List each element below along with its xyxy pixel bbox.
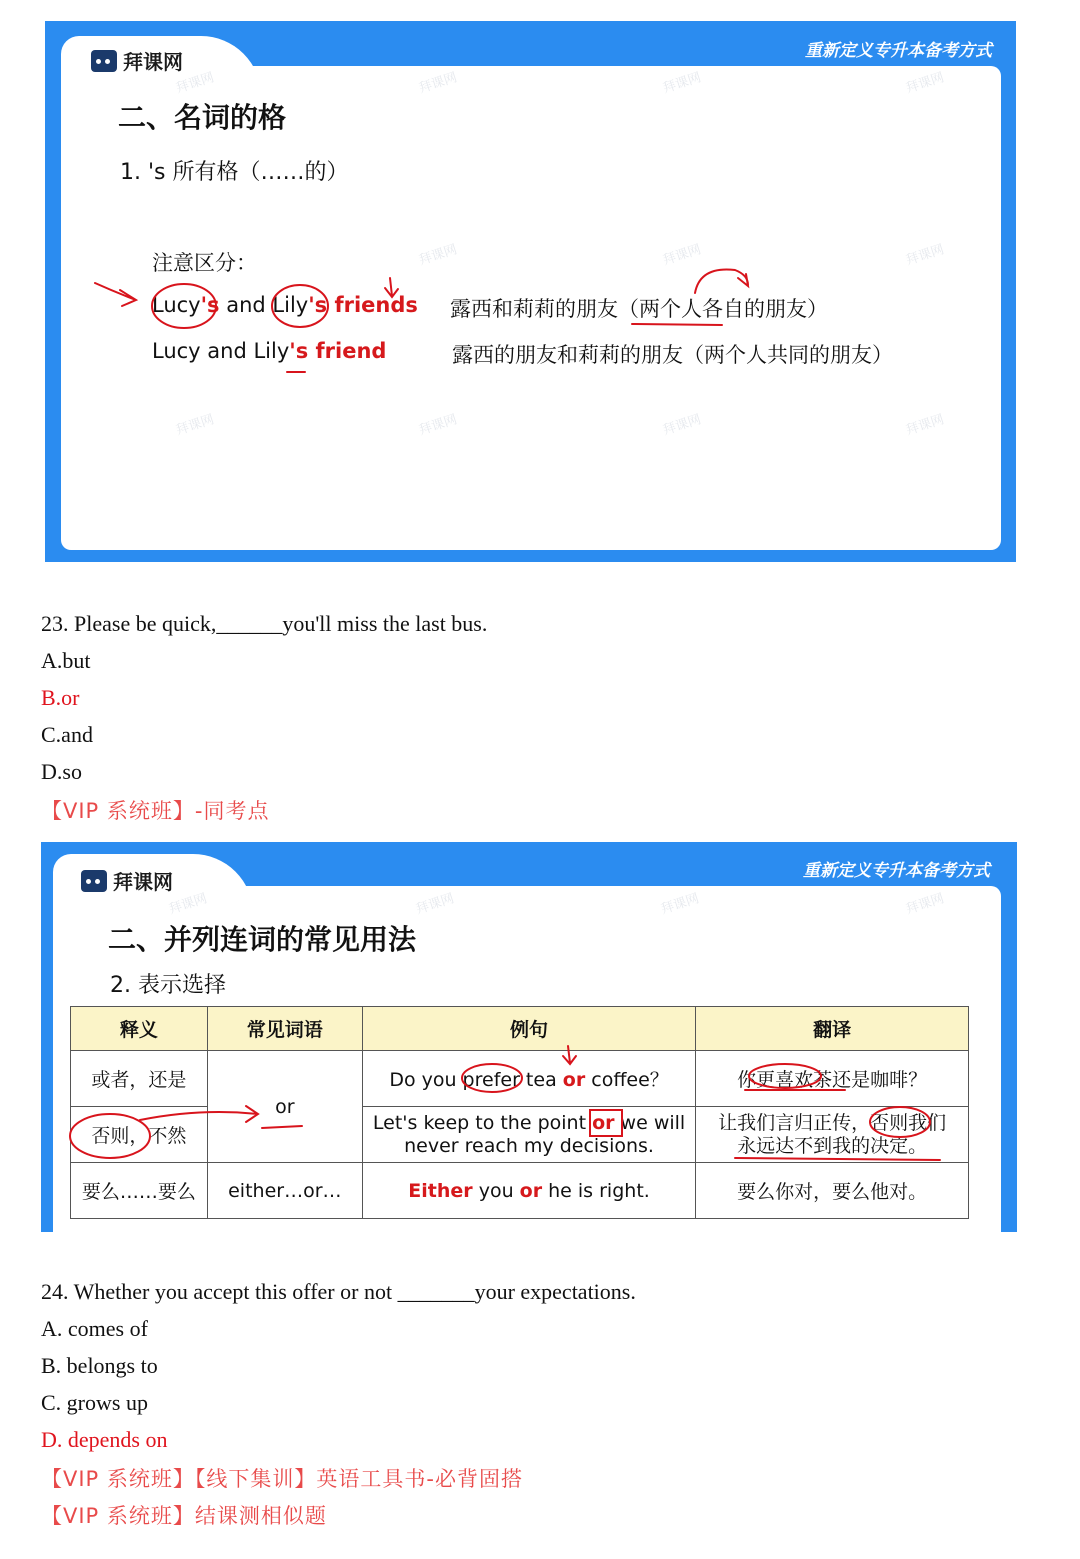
table-cell-example xyxy=(362,1051,696,1107)
q23-stem: 23. Please be quick,______you'll miss the last bus. xyxy=(41,611,488,636)
slide-1-slogan: 重新定义专升本备考方式 xyxy=(805,41,992,61)
table-cell-meaning: 或者，还是 xyxy=(71,1051,208,1107)
highlight-word: or xyxy=(592,1111,615,1134)
q23-vip-link[interactable]: 【VIP 系统班】-同考点 xyxy=(41,799,270,823)
watermark: 拜课网 xyxy=(167,891,209,918)
slide-2-logo xyxy=(81,866,173,895)
possessive-mark: 's xyxy=(308,293,328,317)
logo-icon xyxy=(91,50,117,72)
watermark: 拜课网 xyxy=(417,412,459,439)
table-cell-example xyxy=(362,1107,696,1163)
watermark: 拜课网 xyxy=(661,412,703,439)
table-cell-meaning: 要么……要么 xyxy=(71,1163,208,1219)
table-header: 常见词语 xyxy=(207,1007,362,1051)
example-row-2-translation: 露西的朋友和莉莉的朋友（两个人共同的朋友） xyxy=(452,343,893,367)
logo-icon xyxy=(81,870,107,892)
example-word: Lucy and Lily xyxy=(152,339,290,363)
watermark: 拜课网 xyxy=(174,70,216,97)
slide-1-logo xyxy=(91,46,183,75)
slide-1-subheading: 1. 's 所有格（……的） xyxy=(120,160,349,185)
table-row xyxy=(71,1163,969,1219)
table-cell-meaning: 否则，不然 xyxy=(71,1107,208,1163)
table-header: 翻译 xyxy=(696,1007,969,1051)
possessive-mark: 's xyxy=(200,293,220,317)
watermark: 拜课网 xyxy=(661,70,703,97)
watermark: 拜课网 xyxy=(904,891,946,918)
example-row-1 xyxy=(152,293,418,317)
table-cell-word: or xyxy=(207,1051,362,1163)
example-word: and Lily xyxy=(219,293,309,317)
watermark: 拜课网 xyxy=(904,242,946,269)
q23-option-c: C.and xyxy=(41,722,93,747)
logo-text: 拜课网 xyxy=(123,50,183,74)
slide-2-slogan: 重新定义专升本备考方式 xyxy=(803,861,990,881)
watermark: 拜课网 xyxy=(659,891,701,918)
example-row-2 xyxy=(152,339,386,363)
slide-2-subheading: 2. 表示选择 xyxy=(110,973,226,998)
q24-stem: 24. Whether you accept this offer or not _______your expectations. xyxy=(41,1279,636,1304)
conjunction-table xyxy=(70,1006,969,1219)
table-header: 释义 xyxy=(71,1007,208,1051)
table-cell-word: either…or… xyxy=(207,1163,362,1219)
translation-text: 永远达不到我的决定。 xyxy=(737,1134,928,1157)
table-header: 例句 xyxy=(362,1007,696,1051)
watermark: 拜课网 xyxy=(417,242,459,269)
q24-vip-link-2[interactable]: 【VIP 系统班】结课测相似题 xyxy=(41,1504,327,1528)
table-cell-example xyxy=(362,1163,696,1219)
table-header-row xyxy=(71,1007,969,1051)
q24-option-d-answer: D. depends on xyxy=(41,1427,168,1452)
q23-option-b-answer: B.or xyxy=(41,685,80,710)
highlight-word: or xyxy=(562,1069,586,1091)
watermark: 拜课网 xyxy=(414,891,456,918)
note-label: 注意区分： xyxy=(152,251,257,275)
table-row xyxy=(71,1107,969,1163)
q23-option-a: A.but xyxy=(41,648,91,673)
q23-option-d: D.so xyxy=(41,759,82,784)
table-cell-translation xyxy=(696,1107,969,1163)
q24-option-a: A. comes of xyxy=(41,1316,148,1341)
logo-text: 拜课网 xyxy=(113,870,173,894)
highlight-word: Either xyxy=(408,1179,473,1202)
slide-2-heading: 二、并列连词的常见用法 xyxy=(108,923,417,956)
example-text: we will xyxy=(614,1111,686,1134)
slide-1-heading: 二、名词的格 xyxy=(118,101,287,134)
example-text: Do you prefer tea xyxy=(389,1069,563,1091)
watermark: 拜课网 xyxy=(417,70,459,97)
example-word: Lucy xyxy=(152,293,201,317)
example-text: you xyxy=(472,1179,520,1202)
example-word: friend xyxy=(308,339,387,363)
table-cell-translation: 要么你对，要么他对。 xyxy=(696,1163,969,1219)
table-row xyxy=(71,1051,969,1107)
example-word: friends xyxy=(327,293,418,317)
q24-option-b: B. belongs to xyxy=(41,1353,158,1378)
example-row-1-translation: 露西和莉莉的朋友（两个人各自的朋友） xyxy=(450,297,828,321)
watermark: 拜课网 xyxy=(174,412,216,439)
watermark: 拜课网 xyxy=(904,412,946,439)
example-text: coffee？ xyxy=(585,1069,669,1091)
example-text: never reach my decisions. xyxy=(404,1134,654,1157)
example-text: he is right. xyxy=(542,1179,650,1202)
q24-option-c: C. grows up xyxy=(41,1390,148,1415)
example-text: Let's keep to the point xyxy=(372,1111,593,1134)
possessive-mark: 's xyxy=(289,339,309,363)
translation-text: 让我们言归正传，否则我们 xyxy=(718,1111,947,1134)
watermark: 拜课网 xyxy=(904,70,946,97)
q24-vip-link-1[interactable]: 【VIP 系统班】【线下集训】英语工具书-必背固搭 xyxy=(41,1467,523,1491)
highlight-word: or xyxy=(519,1179,543,1202)
watermark: 拜课网 xyxy=(661,242,703,269)
table-cell-translation: 你更喜欢茶还是咖啡？ xyxy=(696,1051,969,1107)
